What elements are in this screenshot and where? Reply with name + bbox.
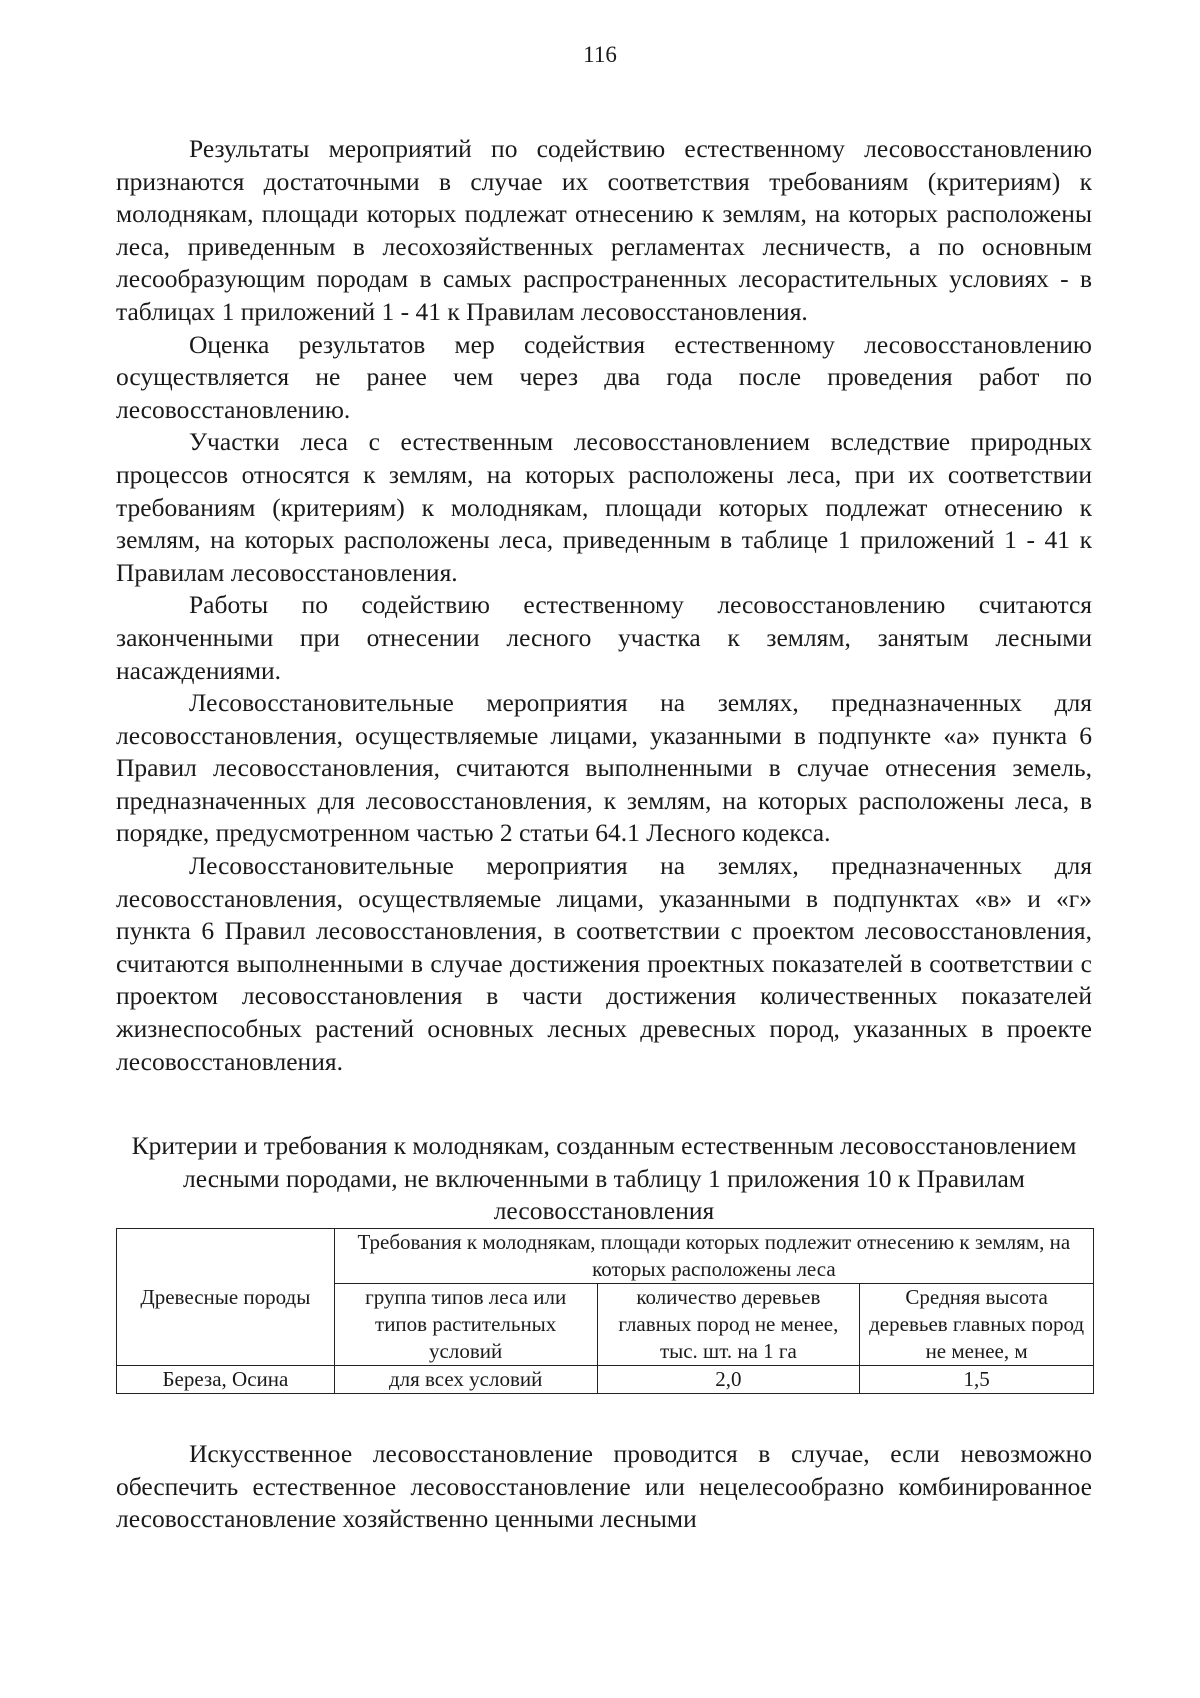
cell-height: 1,5	[860, 1366, 1094, 1394]
cell-forest-type: для всех условий	[334, 1366, 597, 1394]
header-requirements: Требования к молоднякам, площади которых подлежит отнесению к землям, на которых расположены леса	[334, 1229, 1093, 1284]
table-row	[117, 1366, 1094, 1394]
table-header-row	[117, 1229, 1094, 1284]
header-height: Средняя высота деревьев главных пород не менее, м	[860, 1284, 1094, 1366]
table-caption: Критерии и требования к молоднякам, созданным естественным лесовосстановлением лесными породами, не включенными в таблицу 1 приложения 10 к Правилам лесовосстановления	[131, 1131, 1077, 1226]
paragraph-5: Лесовосстановительные мероприятия на землях, предназначенных для лесовосстановления, осуществляемые лицами, указанными в подпункте «а» пункта 6 Правил лесовосстановления, считаются выполненными в случае отнесения земель, предназначенных для лесовосстановления, к землям, на которых расположены леса, в порядке, предусмотренном частью 2 статьи 64.1 Лесного кодекса.	[116, 688, 1092, 848]
header-forest-type: группа типов леса или типов растительных условий	[334, 1284, 597, 1366]
paragraph-4: Работы по содействию естественному лесовосстановлению считаются законченными при отнесении лесного участка к землям, занятым лесными насаждениями.	[116, 590, 1092, 685]
criteria-table	[116, 1228, 1094, 1394]
document-body	[116, 133, 1092, 1536]
paragraph-1: Результаты мероприятий по содействию естественному лесовосстановлению признаются достаточными в случае их соответствия требованиям (критериям) к молоднякам, площади которых подлежат отнесению к землям, на которых расположены леса, приведенным в лесохозяйственных регламентах лесничеств, а по основным лесообразующим породам в самых распространенных лесорастительных условиях - в таблицах 1 приложений 1 - 41 к Правилам лесовосстановления.	[116, 134, 1092, 326]
paragraph-3: Участки леса с естественным лесовосстановлением вследствие природных процессов относятся к землям, на которых расположены леса, при их соответствии требованиям (критериям) к молоднякам, площади которых подлежат отнесению к землям, на которых расположены леса, приведенным в таблице 1 приложений 1 - 41 к Правилам лесовосстановления.	[116, 427, 1092, 587]
paragraph-6: Лесовосстановительные мероприятия на землях, предназначенных для лесовосстановления, осуществляемые лицами, указанными в подпунктах «в» и «г» пункта 6 Правил лесовосстановления, в соответствии с проектом лесовосстановления, считаются выполненными в случае достижения проектных показателей в соответствии с проектом лесовосстановления в части достижения количественных показателей жизнеспособных растений основных лесных древесных пород, указанных в проекте лесовосстановления.	[116, 851, 1092, 1076]
page-number: 116	[583, 42, 617, 67]
closing-paragraph: Искусственное лесовосстановление проводится в случае, если невозможно обеспечить естественное лесовосстановление или нецелесообразно комбинированное лесовосстановление хозяйственно ценными лесными	[116, 1439, 1092, 1534]
header-species: Древесные породы	[117, 1229, 335, 1366]
header-tree-count: количество деревьев главных пород не менее, тыс. шт. на 1 га	[597, 1284, 860, 1366]
cell-species: Береза, Осина	[117, 1366, 335, 1394]
cell-tree-count: 2,0	[597, 1366, 860, 1394]
paragraph-2: Оценка результатов мер содействия естественному лесовосстановлению осуществляется не ранее чем через два года после проведения работ по лесовосстановлению.	[116, 329, 1092, 424]
